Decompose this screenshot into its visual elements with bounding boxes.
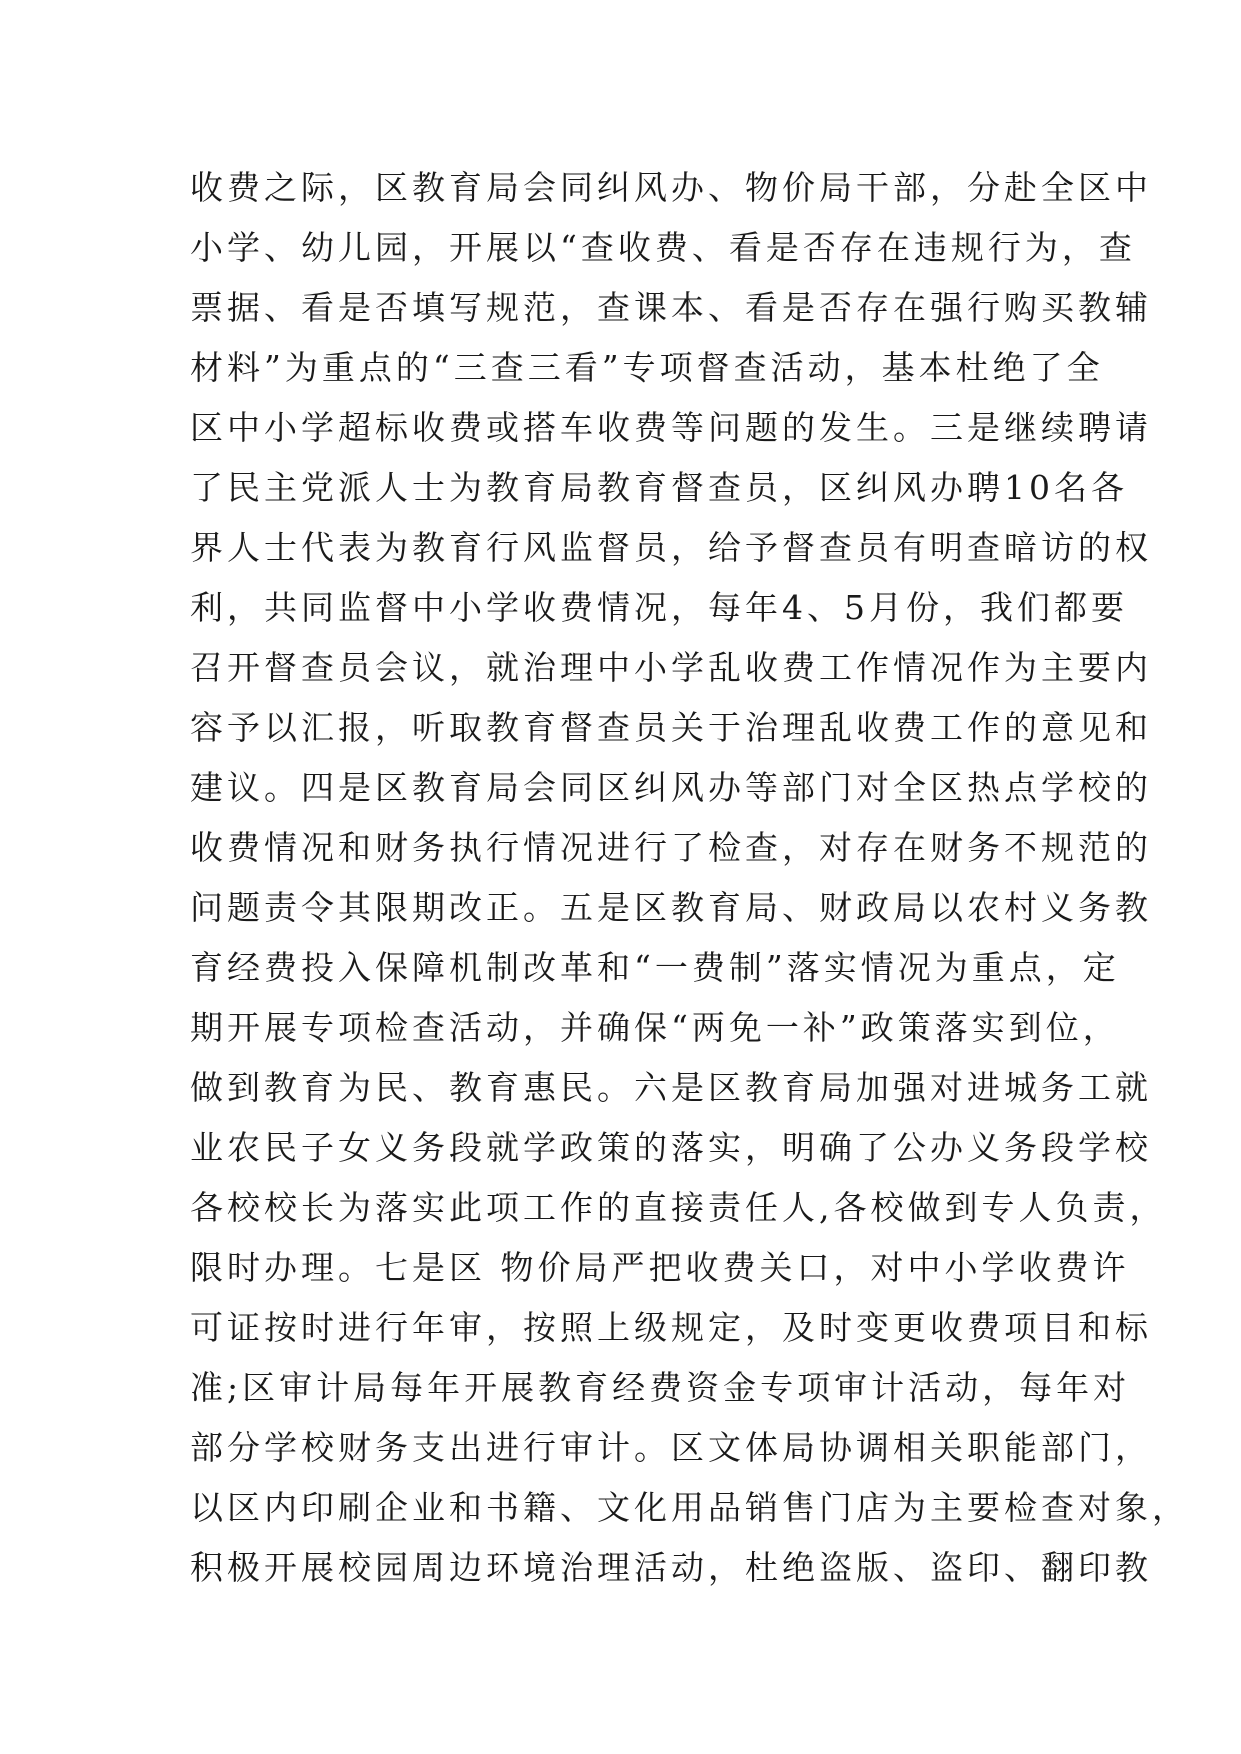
text-line: 票据、看是否填写规范，查课本、看是否存在强行购买教辅 [190,288,1152,327]
text-line: 收费之际，区教育局会同纠风办、物价局干部，分赴全区中 [190,168,1152,207]
text-line: 问题责令其限期改正。五是区教育局、财政局以农村义务教 [190,888,1152,927]
text-line: 小学、幼儿园，开展以“查收费、看是否存在违规行为，查 [190,228,1136,267]
text-line: 积极开展校园周边环境治理活动，杜绝盗版、盗印、翻印教 [190,1548,1152,1587]
text-line: 业农民子女义务段就学政策的落实，明确了公办义务段学校 [190,1128,1152,1167]
text-line: 期开展专项检查活动，并确保“两免一补”政策落实到位， [190,1008,1120,1047]
text-line: 以区内印刷企业和书籍、文化用品销售门店为主要检查对象， [190,1488,1189,1527]
text-line: 召开督查员会议，就治理中小学乱收费工作情况作为主要内 [190,648,1152,687]
text-line: 利，共同监督中小学收费情况，每年4、5月份，我们都要 [190,588,1128,627]
text-line: 限时办理。七是区 物价局严把收费关口，对中小学收费许 [190,1248,1130,1287]
text-line: 了民主党派人士为教育局教育督查员，区纠风办聘10名各 [190,468,1128,507]
text-line: 做到教育为民、教育惠民。六是区教育局加强对进城务工就 [190,1068,1152,1107]
text-line: 区中小学超标收费或搭车收费等问题的发生。三是继续聘请 [190,408,1152,447]
text-line: 准;区审计局每年开展教育经费资金专项审计活动，每年对 [190,1368,1131,1407]
text-line: 收费情况和财务执行情况进行了检查，对存在财务不规范的 [190,828,1152,867]
text-line: 各校校长为落实此项工作的直接责任人,各校做到专人负责， [190,1188,1167,1227]
text-line: 容予以汇报，听取教育督查员关于治理乱收费工作的意见和 [190,708,1152,747]
text-line: 可证按时进行年审，按照上级规定，及时变更收费项目和标 [190,1308,1152,1347]
text-line: 界人士代表为教育行风监督员，给予督查员有明查暗访的权 [190,528,1152,567]
text-line: 建议。四是区教育局会同区纠风办等部门对全区热点学校的 [190,768,1152,807]
text-line: 材料”为重点的“三查三看”专项督查活动，基本杜绝了全 [190,348,1104,387]
body-text [190,158,1189,1598]
text-line: 部分学校财务支出进行审计。区文体局协调相关职能部门， [190,1428,1152,1467]
text-line: 育经费投入保障机制改革和“一费制”落实情况为重点，定 [190,948,1120,987]
